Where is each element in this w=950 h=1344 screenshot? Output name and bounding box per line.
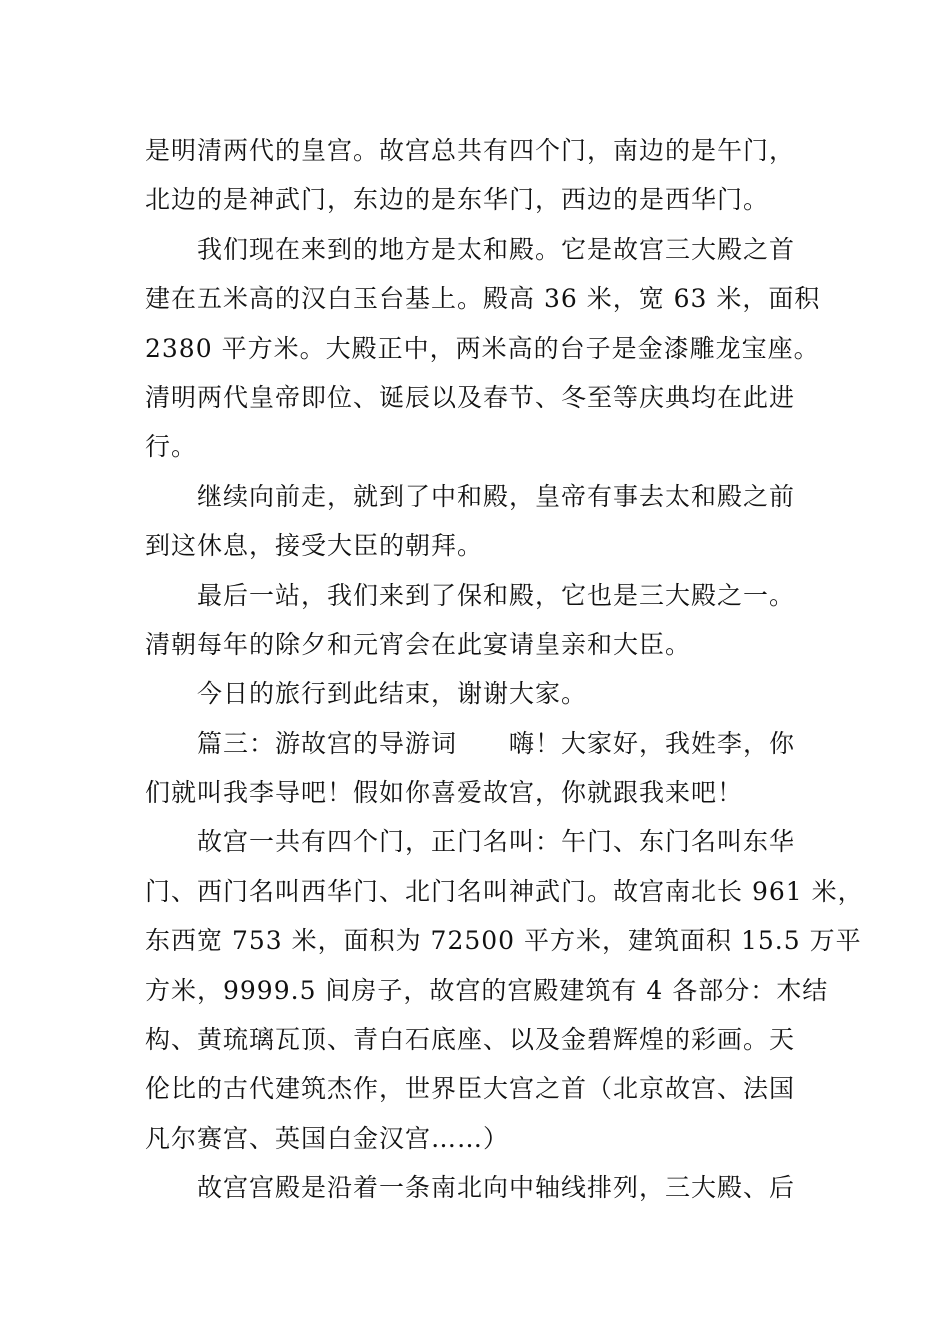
text-line: 篇三：游故宫的导游词 嗨！大家好，我姓李，你 <box>197 728 796 758</box>
text-line: 伦比的古代建筑杰作，世界臣大宫之首（北京故宫、法国 <box>145 1074 796 1104</box>
text-line: 门、西门名叫西华门、北门名叫神武门。故宫南北长 961 米， <box>145 876 864 906</box>
document-body <box>145 126 864 1213</box>
text-line: 们就叫我李导吧！假如你喜爱故宫，你就跟我来吧！ <box>145 778 744 808</box>
text-line: 今日的旅行到此结束，谢谢大家。 <box>197 679 588 709</box>
text-line: 到这休息，接受大臣的朝拜。 <box>145 531 484 561</box>
text-line: 清朝每年的除夕和元宵会在此宴请皇亲和大臣。 <box>145 629 692 659</box>
text-line: 继续向前走，就到了中和殿，皇帝有事去太和殿之前 <box>197 481 796 511</box>
text-line: 东西宽 753 米，面积为 72500 平方米，建筑面积 15.5 万平 <box>145 926 862 956</box>
text-line: 凡尔赛宫、英国白金汉宫……） <box>145 1123 510 1153</box>
text-line: 清明两代皇帝即位、诞辰以及春节、冬至等庆典均在此进 <box>145 382 796 412</box>
text-line: 北边的是神武门，东边的是东华门，西边的是西华门。 <box>145 185 770 215</box>
text-line: 我们现在来到的地方是太和殿。它是故宫三大殿之首 <box>197 234 796 264</box>
text-line: 行。 <box>145 432 198 462</box>
text-line: 构、黄琉璃瓦顶、青白石底座、以及金碧辉煌的彩画。天 <box>145 1025 796 1055</box>
text-line: 是明清两代的皇宫。故宫总共有四个门，南边的是午门， <box>145 136 796 165</box>
text-line: 故宫宫殿是沿着一条南北向中轴线排列，三大殿、后 <box>197 1173 796 1203</box>
text-line: 2380 平方米。大殿正中，两米高的台子是金漆雕龙宝座。 <box>145 333 820 363</box>
text-line: 方米，9999.5 间房子，故宫的宫殿建筑有 4 各部分：木结 <box>145 975 829 1005</box>
text-line: 最后一站，我们来到了保和殿，它也是三大殿之一。 <box>197 580 796 610</box>
text-line: 故宫一共有四个门，正门名叫：午门、东门名叫东华 <box>197 827 796 857</box>
text-line: 建在五米高的汉白玉台基上。殿高 36 米，宽 63 米，面积 <box>145 284 821 314</box>
